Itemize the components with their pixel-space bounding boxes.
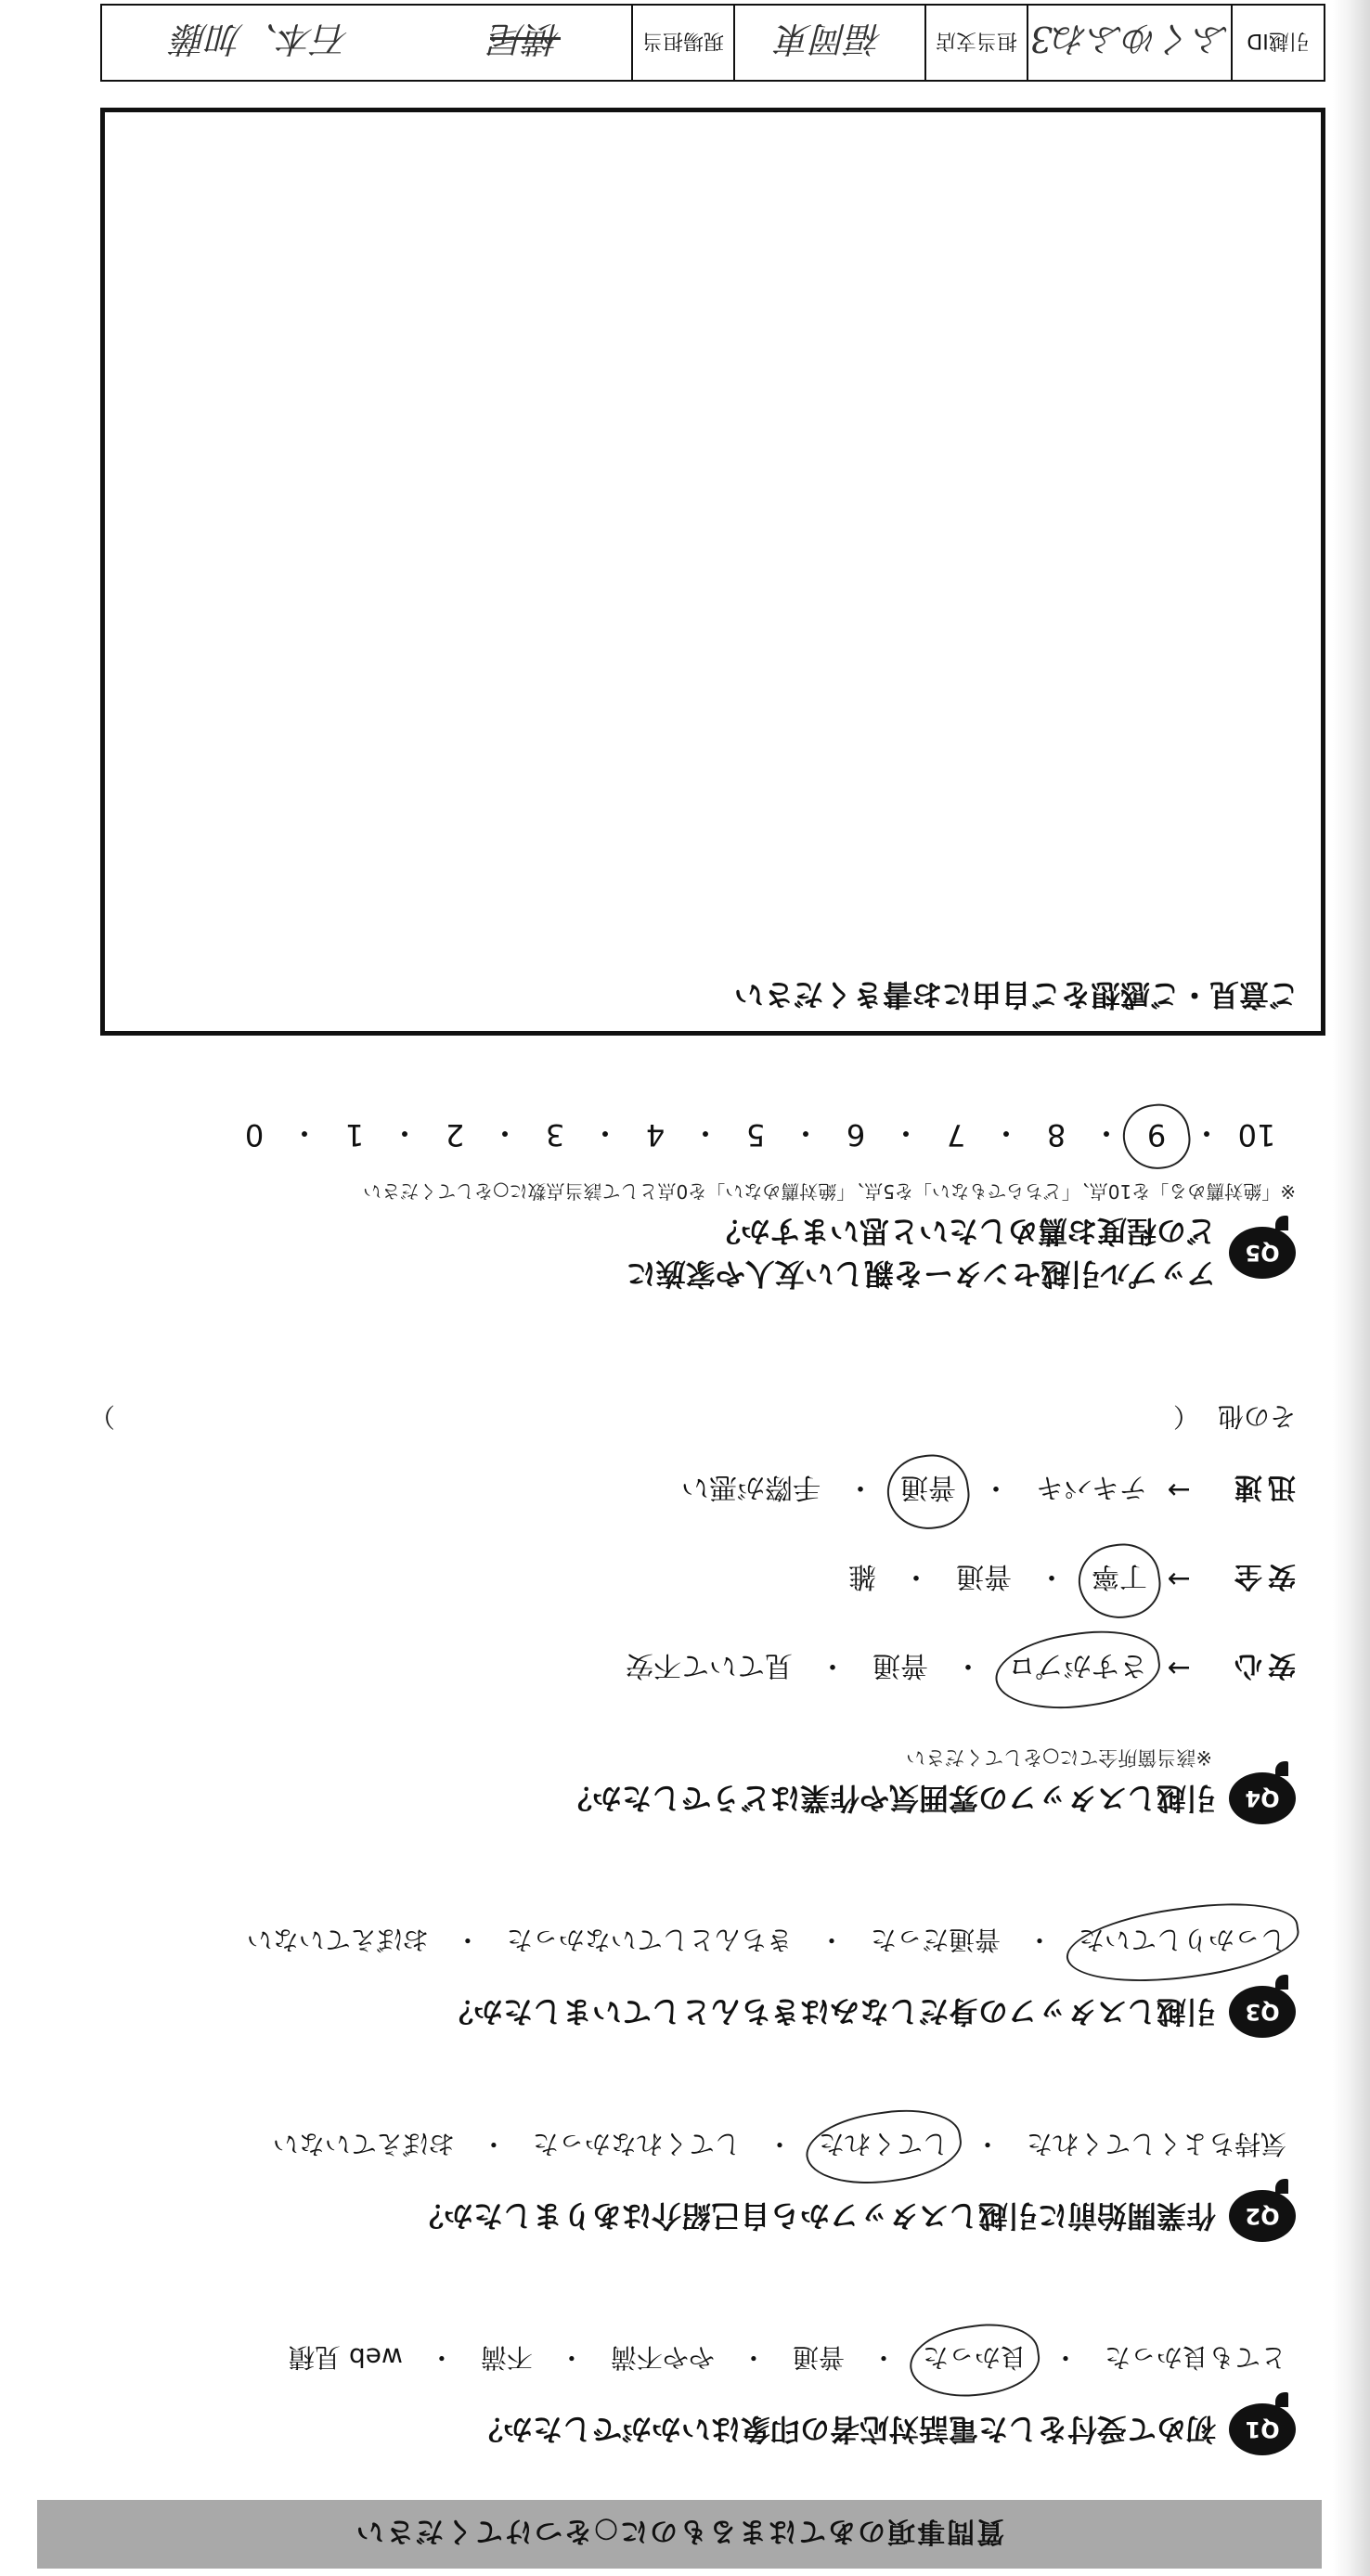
q5-scale-value[interactable]: 10	[1237, 1117, 1276, 1153]
q4-option[interactable]: 雑	[848, 1560, 876, 1592]
question-2	[33, 2125, 1296, 2242]
q5-scale-separator: ・	[1092, 1115, 1122, 1151]
q5-scale-value[interactable]: 5	[745, 1117, 766, 1153]
q4-rows	[33, 1390, 1296, 1713]
q2-option[interactable]: 気持ちよくしてくれた	[1026, 2129, 1286, 2159]
question-4	[33, 1390, 1296, 1824]
q4-option[interactable]: 普通	[872, 1649, 928, 1681]
q2-options: 気持ちよくしてくれた ・ してくれた ・ してくれなかった ・ おぼえていない	[33, 2125, 1290, 2166]
q5-scale-value[interactable]: 2	[445, 1117, 465, 1153]
q4-note: ※該当箇所全てに○をしてください	[906, 1746, 1212, 1769]
q1-text: 初めて受付をした電話対応者の印象はいかがでしたか？	[472, 2412, 1216, 2447]
q4-row-anzen: 安全 → 丁寧 ・ 普通 ・ 雑	[33, 1535, 1296, 1624]
q2-text: 作業開始前に引越しスタッフから自己紹介はありましたか？	[413, 2198, 1216, 2234]
q4-row-jinsoku: 迅速 → テキパキ ・ 普通 ・ 手際が悪い	[33, 1446, 1296, 1535]
q2-badge-text: Q2	[1245, 2203, 1280, 2229]
q4-row-label: 安全	[1229, 1560, 1296, 1592]
q4-option[interactable]: テキパキ	[1036, 1471, 1147, 1503]
q3-option[interactable]: おぼえていない	[246, 1925, 429, 1955]
q4-row-label: 安心	[1229, 1649, 1296, 1681]
branch-value-text: 福岡東	[777, 19, 884, 60]
q4-badge-text: Q4	[1245, 1785, 1280, 1811]
crew-value	[102, 6, 631, 80]
q2-option-selected[interactable]: してくれた	[815, 2125, 952, 2166]
q1-options: とても良かった ・ 良かった ・ 普通 ・ やや不満 ・ 不満 ・ web 見積	[33, 2338, 1290, 2379]
q4-option[interactable]: 見ていて不安	[626, 1649, 793, 1681]
q5-text-line1: アップル引越センターを親しい友人や家族に	[626, 1256, 1216, 1292]
q1-badge	[1229, 2403, 1296, 2455]
question-1	[33, 2338, 1296, 2455]
q4-other-open: （	[1172, 1401, 1199, 1432]
q4-option[interactable]: 手際が悪い	[681, 1471, 821, 1503]
crew-value-names: 石本、加藤	[173, 19, 350, 60]
q1-option[interactable]: 普通	[792, 2342, 845, 2373]
q5-scale-value[interactable]: 4	[645, 1117, 666, 1153]
q1-option[interactable]: 不満	[480, 2342, 533, 2373]
comment-box[interactable]	[100, 108, 1325, 1036]
q3-badge	[1229, 1986, 1296, 2038]
crew-label: 現場担当	[631, 6, 733, 80]
q3-option-selected[interactable]: しっかりしていた	[1075, 1921, 1290, 1962]
question-3	[33, 1921, 1296, 2038]
q5-scale-separator: ・	[390, 1115, 420, 1151]
arrow-icon: →	[1167, 1652, 1191, 1685]
q5-scale-separator: ・	[1192, 1115, 1222, 1151]
q5-scale-separator: ・	[590, 1115, 621, 1151]
q5-scale-separator: ・	[490, 1115, 521, 1151]
q4-text: 引越しスタッフの雰囲気や作業はどうでしたか？	[562, 1781, 1216, 1816]
q4-other-label: その他	[1217, 1401, 1296, 1432]
q1-option[interactable]: とても良かった	[1104, 2342, 1286, 2373]
q1-option[interactable]: web 見積	[289, 2342, 403, 2373]
q5-scale-value[interactable]: 7	[946, 1117, 966, 1153]
arrow-icon: →	[1167, 1474, 1191, 1507]
q4-option-selected[interactable]: 普通	[897, 1468, 960, 1513]
q4-other	[33, 1390, 1296, 1446]
id-value	[1027, 6, 1231, 80]
q4-badge	[1229, 1772, 1296, 1824]
instruction-banner	[37, 2500, 1322, 2569]
q1-option-selected[interactable]: 良かった	[919, 2338, 1030, 2379]
q2-option[interactable]: おぼえていない	[272, 2129, 455, 2159]
q5-badge-text: Q5	[1245, 1240, 1280, 1266]
q1-option[interactable]: やや不満	[610, 2342, 715, 2373]
q5-scale-value[interactable]: 3	[545, 1117, 565, 1153]
q4-row-label: 迅速	[1229, 1471, 1296, 1503]
q5-scale-separator: ・	[791, 1115, 821, 1151]
banner-text: 質問事項のあてはまるものに○をつけてください	[354, 2515, 1005, 2547]
q5-scale-value-selected[interactable]: 9	[1132, 1117, 1181, 1153]
q5-scale-value[interactable]: 0	[244, 1117, 265, 1153]
q5-scale-value[interactable]: 8	[1046, 1117, 1066, 1153]
q3-badge-text: Q3	[1245, 1999, 1280, 2025]
q5-scale-separator: ・	[991, 1115, 1022, 1151]
q5-note: ※「絶対薦める」を10点、「どちらでもない」を5点、「絶対薦めない」を0点として該当点数に○をしてください	[363, 1180, 1296, 1203]
id-label: 引越ID	[1231, 6, 1324, 80]
q3-option[interactable]: 普通だった	[870, 1925, 1001, 1955]
q3-options: しっかりしていた ・ 普通だった ・ きちんとしていなかった ・ おぼえていない	[33, 1921, 1290, 1962]
q1-badge-text: Q1	[1245, 2416, 1280, 2442]
q4-option-selected[interactable]: 丁寧	[1088, 1557, 1151, 1602]
q3-text: 引越しスタッフの身だしなみはきちんとしていましたか？	[443, 1994, 1216, 2029]
comment-title: ご意見・ご感想をご自由にお書きください	[733, 977, 1299, 1012]
crew-value-struck: 横尾	[490, 19, 562, 60]
branch-label: 担当支店	[924, 6, 1027, 80]
q5-badge	[1229, 1227, 1296, 1279]
question-5	[33, 1179, 1296, 1295]
q2-badge	[1229, 2190, 1296, 2242]
q2-option[interactable]: してくれなかった	[532, 2129, 741, 2159]
q5-text-line2: どの程度お薦めしたいと思いますか？	[710, 1214, 1216, 1249]
q4-other-close: ）	[88, 1401, 115, 1432]
q4-row-anshin: 安心 → さすがプロ ・ 普通 ・ 見ていて不安	[33, 1624, 1296, 1713]
id-value-text: ふくゆふね3	[1029, 19, 1230, 60]
q5-scale	[230, 1114, 1281, 1156]
q5-scale-value[interactable]: 6	[846, 1117, 866, 1153]
q5-scale-separator: ・	[290, 1115, 320, 1151]
branch-value	[733, 6, 924, 80]
id-table	[100, 4, 1325, 82]
q4-option-selected[interactable]: さすがプロ	[1004, 1646, 1151, 1691]
scan-edge-shadow	[1333, 0, 1370, 2576]
q4-option[interactable]: 普通	[956, 1560, 1012, 1592]
q5-scale-separator: ・	[891, 1115, 922, 1151]
q3-option[interactable]: きちんとしていなかった	[506, 1925, 793, 1955]
q5-scale-value[interactable]: 1	[344, 1117, 365, 1153]
q5-scale-separator: ・	[691, 1115, 721, 1151]
arrow-icon: →	[1167, 1563, 1191, 1596]
